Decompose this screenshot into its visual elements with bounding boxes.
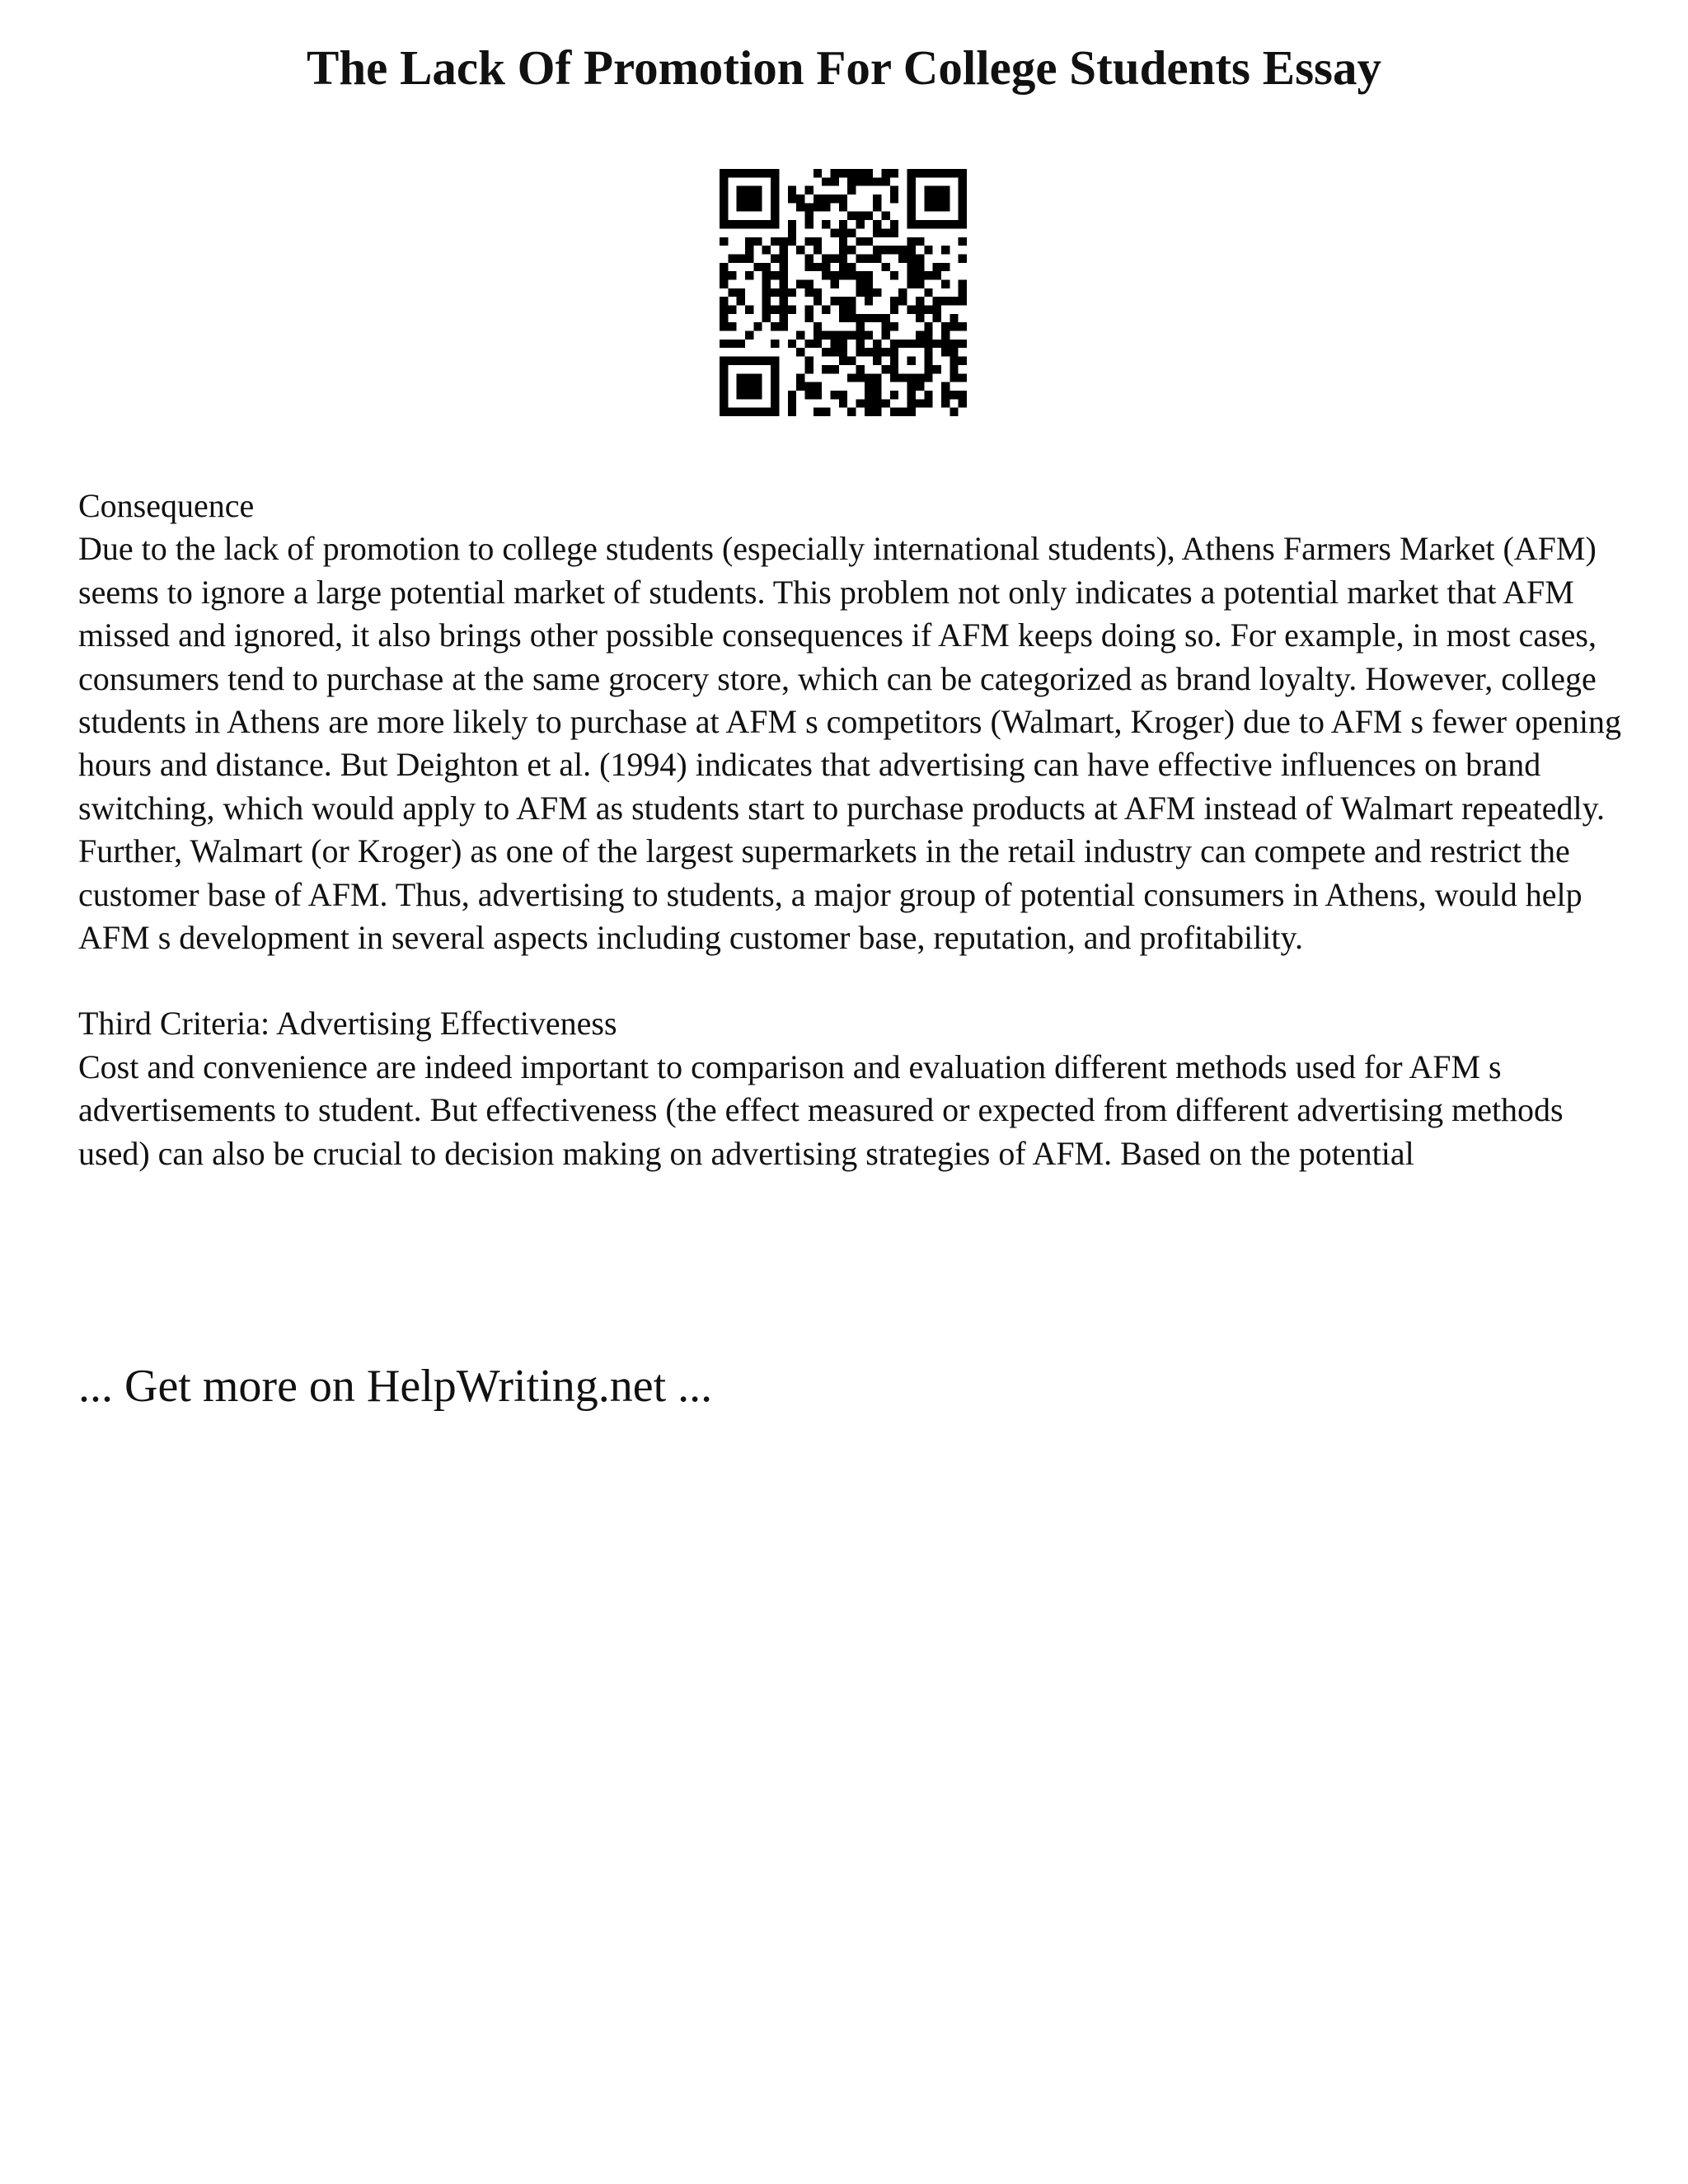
qr-code-icon [720,169,967,416]
section-paragraph: Due to the lack of promotion to college students (especially international students), Athens Farmers Market (AFM) seems to ignore a large potential market of students. This problem not only indicates a potential market that AFM missed and ignored, it also brings other possible consequences if AFM keeps doing so. For example, in most cases, consumers tend to purchase at the same grocery store, which can be categorized as brand loyalty. However, college students in Athens are more likely to purchase at AFM s competitors (Walmart, Kroger) due to AFM s fewer opening hours and distance. But Deighton et al. (1994) indicates that advertising can have effective influences on brand switching, which would apply to AFM as students start to purchase products at AFM instead of Walmart repeatedly. Further, Walmart (or Kroger) as one of the largest supermarkets in the retail industry can compete and restrict the customer base of AFM. Thus, advertising to students, a major group of potential consumers in Athens, would help AFM s development in several aspects including customer base, reputation, and profitability. [78,530,1621,957]
section-paragraph: Cost and convenience are indeed important to comparison and evaluation different methods used for AFM s advertisements to student. But effectiveness (the effect measured or expected from different advertising methods used) can also be crucial to decision making on advertising strategies of AFM. Based on the potential [78,1047,1564,1172]
helpwriting-link[interactable]: ... Get more on HelpWriting.net ... [78,1361,713,1412]
section-heading: Third Criteria: Advertising Effectiveness [78,1005,617,1043]
document-title: The Lack Of Promotion For College Students Essay [306,40,1382,95]
document-body [78,485,1628,1218]
section-consequence [78,485,1628,959]
section-heading: Consequence [78,487,255,524]
section-advertising-effectiveness [78,1002,1628,1175]
